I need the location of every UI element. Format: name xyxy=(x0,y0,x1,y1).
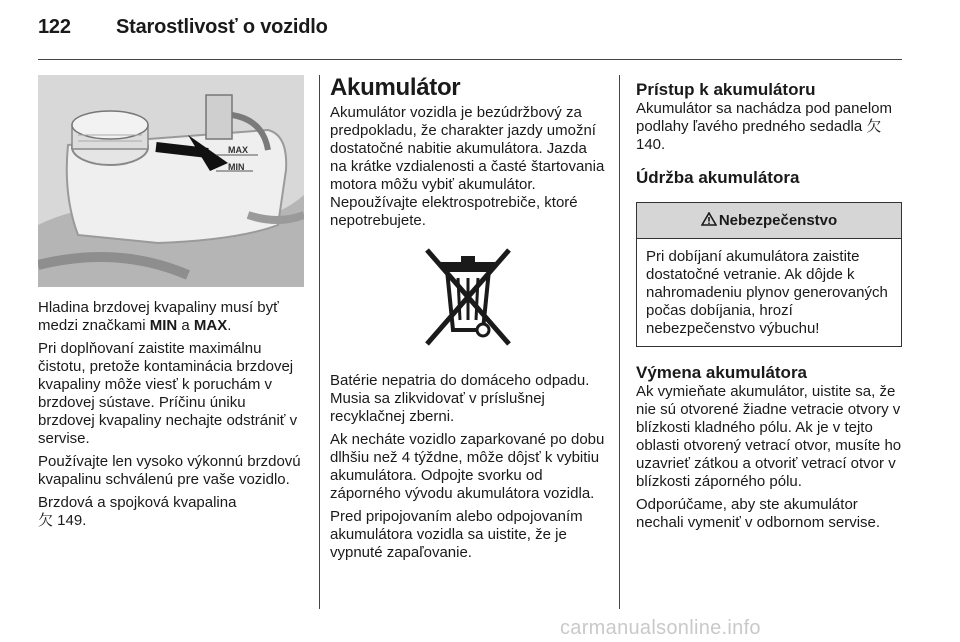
warning-triangle-icon xyxy=(701,203,717,239)
battery-replacement-heading: Výmena akumulátora xyxy=(636,363,808,382)
battery-replacement-paragraph: Ak vymieňate akumulátor, uistite sa, že nie sú otvorené žiadne vetracie otvory v blízkosti kladného pólu. Ak je v tejto oblasti otvorený vetrací otvor, musíte ho uzavrieť zátkou a otvoriť vetrací otvor v blízkosti záporného pólu. xyxy=(636,383,902,490)
service-paragraph: Odporúčame, aby ste akumulátor nechali vymeniť v odbornom servise. xyxy=(636,496,881,531)
min-mark-label: MIN xyxy=(228,162,245,172)
page-reference-149[interactable]: ⽋ 149. xyxy=(38,512,87,529)
max-label: MAX xyxy=(193,317,228,334)
danger-box-title: Nebezpečenstvo xyxy=(718,212,838,229)
page-header xyxy=(38,16,328,39)
battery-intro-paragraph: Akumulátor vozidla je bezúdržbový za predpokladu, že charakter jazdy umožní dostatočné nabitie akumulátora. Jazda na krátke vzdialenosti a časté štartovania motora môžu vybiť akumulátor. Nepoužívajte elektrospotrebiče, ktoré nepotrebujete. xyxy=(330,104,605,229)
brake-clutch-fluid-paragraph xyxy=(38,494,306,530)
page-reference-140[interactable]: ⽋ 140. xyxy=(636,118,882,153)
battery-access-heading: Prístup k akumulátoru xyxy=(636,80,816,99)
ignition-paragraph: Pred pripojovaním alebo odpojovaním akumulátora vozidla sa uistite, že je vypnuté zapaľovanie. xyxy=(330,508,583,561)
crossed-bin-icon xyxy=(423,248,513,352)
header-rule xyxy=(38,59,902,60)
disposal-paragraph: Batérie nepatria do domáceho odpadu. Musia sa zlikvidovať v príslušnej recyklačnej zberni. xyxy=(330,372,590,425)
battery-access-paragraph xyxy=(636,100,904,154)
battery-access-text: Akumulátor sa nachádza pod panelom podlahy ľavého predného sedadla xyxy=(636,100,892,135)
max-mark-label: MAX xyxy=(228,145,248,155)
column-divider-2 xyxy=(619,75,620,609)
page-number: 122 xyxy=(38,16,71,38)
fluid-level-end: . xyxy=(227,317,232,334)
column-divider-1 xyxy=(319,75,320,609)
column-3 xyxy=(636,80,904,537)
fluid-level-text: Hladina brzdovej kvapaliny musí byť medzi značkami xyxy=(38,299,279,334)
brake-clutch-fluid-text: Brzdová a spojková kvapalina xyxy=(38,494,237,511)
battery-heading: Akumulátor xyxy=(330,74,461,101)
danger-box xyxy=(636,202,902,347)
danger-box-text: Pri dobíjaní akumulátora zaistite dostatočné vetranie. Ak dôjde k nahromadeniu plynov generovaných počas dobíjania, hrozí nebezpečenstvo výbuchu! xyxy=(646,248,888,337)
fluid-type-paragraph: Používajte len vysoko výkonnú brzdovú kvapalinu schválenú pre vaše vozidlo. xyxy=(38,453,301,488)
cleanliness-paragraph: Pri doplňovaní zaistite maximálnu čistotu, pretože kontaminácia brzdovej kvapaliny môže viesť k poruchám v brzdovej sústave. Príčinu úniku brzdovej kvapaliny nechajte odstrániť v servise. xyxy=(38,340,298,447)
brake-fluid-reservoir-photo xyxy=(38,75,304,287)
fluid-level-conj: a xyxy=(177,317,194,334)
column-2 xyxy=(330,75,606,567)
battery-maintenance-heading: Údržba akumulátora xyxy=(636,168,800,187)
danger-box-header xyxy=(637,203,901,239)
watermark: carmanualsonline.info xyxy=(560,617,761,639)
min-label: MIN xyxy=(149,317,178,334)
fluid-level-paragraph xyxy=(38,299,306,335)
parking-paragraph: Ak necháte vozidlo zaparkované po dobu dlhšiu než 4 týždne, môže dôjsť k vybitiu akumulátora. Odpojte svorku od záporného vývodu akumulátora vozidla. xyxy=(330,431,605,502)
reservoir-illustration xyxy=(38,75,304,287)
page-title: Starostlivosť o vozidlo xyxy=(116,16,328,38)
column-1 xyxy=(38,75,306,535)
